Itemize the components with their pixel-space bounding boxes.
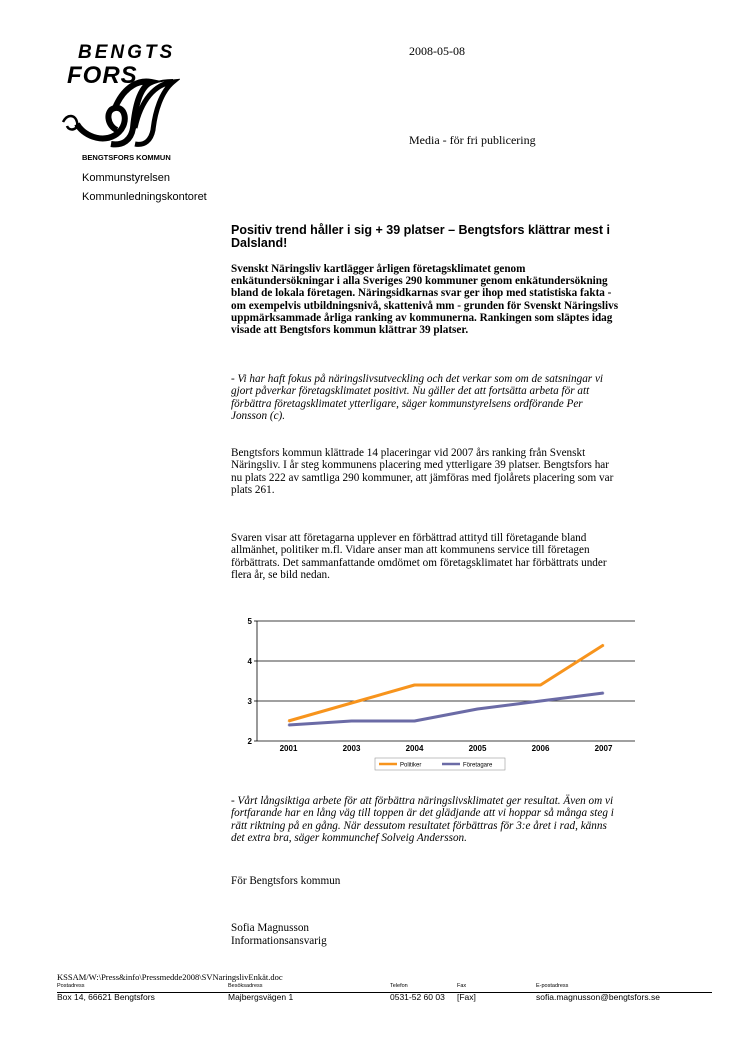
footer-label: Fax (457, 983, 467, 989)
data-point (603, 692, 605, 694)
footer-label: E-postadress (536, 983, 569, 989)
document-date: 2008-05-08 (409, 44, 465, 58)
footer-fax (457, 983, 476, 1002)
lead-paragraph (231, 263, 711, 336)
lead-line: enkätundersökningar i alla Sveriges 290 kommuner genom enkätundersökning (231, 275, 608, 288)
footer-value: Majbergsvägen 1 (228, 992, 294, 1002)
quote-line: - Vårt långsiktiga arbete för att förbättra näringslivsklimatet ger resultat. Även om vi (231, 795, 614, 807)
x-tick-label: 2006 (531, 744, 550, 753)
footer-label: Postadress (57, 983, 85, 989)
footer-email[interactable] (536, 983, 660, 1002)
footer-filepath: KSSAM/W:\Press&info\Pressmedde2008\SVNaringslivEnkät.doc (57, 972, 283, 982)
series-line-politiker (289, 645, 604, 721)
office-name: Kommunledningskontoret (82, 191, 207, 203)
data-point (351, 720, 353, 722)
quote-line: gjort påverkar företagsklimatet positivt. Nu gäller det att fortsätta arbeta för att (231, 385, 590, 398)
media-note: Media - för fri publicering (409, 133, 536, 147)
body-line: Näringsliv. I år steg kommunens placering med ytterligare 39 platser. Bengtsfors har (231, 459, 609, 472)
data-point (603, 644, 605, 646)
quote-line: fortfarande har en lång väg till toppen är det glädjande att vi hoppar så många steg i (231, 807, 614, 820)
data-point (540, 684, 542, 686)
trend-chart (230, 610, 650, 780)
body-line: Svaren visar att företagarna upplever en förbättrad attityd till företagande bland (231, 532, 587, 544)
lead-line: Svenskt Näringsliv kartlägger årligen företagsklimatet genom (231, 263, 526, 275)
y-tick-label: 4 (247, 657, 252, 666)
footer-label: Besöksadress (228, 983, 263, 989)
logo-word-top: BENGTS (78, 42, 176, 63)
x-tick-label: 2004 (405, 744, 424, 753)
body-paragraph (231, 532, 711, 581)
data-point (414, 720, 416, 722)
body-line: Bengtsfors kommun klättrade 14 placeringar vid 2007 års ranking från Svenskt (231, 447, 586, 459)
data-point (540, 700, 542, 702)
quote-line: - Vi har haft fokus på näringslivsutveckling och det verkar som om de satsningar vi (231, 373, 604, 385)
footer-email-link[interactable]: sofia.magnusson@bengtsfors.se (536, 992, 660, 1002)
quote-line: förbättra företagsklimatet ytterligare, säger kommunstyrelsens ordförande Per (231, 397, 583, 410)
data-point (288, 720, 290, 722)
footer-label: Telefon (390, 983, 408, 989)
footer-postal (57, 983, 155, 1002)
data-point (477, 684, 479, 686)
body-line: plats 261. (231, 483, 275, 496)
body-paragraph (231, 447, 711, 496)
data-point (288, 724, 290, 726)
article-title (231, 224, 711, 250)
quote-paragraph (231, 795, 711, 844)
footer-value: Box 14, 66621 Bengtsfors (57, 992, 155, 1002)
lead-line: visade att Bengtsfors kommun klättrar 39 platser. (231, 324, 469, 337)
data-point (477, 708, 479, 710)
lead-line: om exempelvis utbildningsnivå, skattenivå mm - grunden för Svenskt Näringslivs (231, 299, 619, 312)
footer-visit (228, 983, 293, 1002)
x-tick-label: 2003 (342, 744, 361, 753)
signature-title: Informationsansvarig (231, 935, 327, 947)
lead-line: uppmärksammade årliga ranking av kommunerna. Rankingen som släptes idag (231, 311, 613, 324)
footer-value: [Fax] (457, 992, 476, 1002)
quote-paragraph (231, 373, 711, 422)
x-tick-label: 2007 (594, 744, 613, 753)
lead-line: bland de lokala företagen. Näringsidkarnas svar ger ihop med statistiska fakta - (231, 287, 612, 300)
footer-phone (390, 983, 445, 1002)
title-line: Dalsland! (231, 236, 288, 250)
logo-word-bottom: FORS (67, 62, 138, 89)
legend-label: Politiker (400, 762, 422, 769)
title-line: Positiv trend håller i sig + 39 platser – Bengtsfors klättrar mest i (231, 223, 610, 237)
body-line: flera år, se bild nedan. (231, 568, 330, 581)
quote-line: rätt riktning på en gång. När dessutom resultatet förbättras för 3:e året i rad, känns (231, 819, 607, 832)
data-point (351, 702, 353, 704)
signature-name: Sofia Magnusson (231, 922, 310, 934)
body-line: nu plats 222 av samtliga 290 kommuner, att jämföras med fjolårets placering som var (231, 471, 614, 484)
x-tick-label: 2005 (468, 744, 487, 753)
department-name: Kommunstyrelsen (82, 172, 171, 184)
quote-line: det extra bra, säger kommunchef Solveig Andersson. (231, 831, 467, 844)
legend-label: Företagare (463, 762, 493, 769)
y-tick-label: 3 (247, 697, 252, 706)
logo-emblem-icon (55, 78, 180, 150)
footer-value: 0531-52 60 03 (390, 992, 445, 1002)
y-tick-label: 5 (247, 617, 252, 626)
logo-caption: BENGTSFORS KOMMUN (82, 153, 171, 162)
y-tick-label: 2 (247, 737, 252, 746)
logo (55, 40, 205, 165)
quote-line: Jonsson (c). (231, 409, 286, 422)
x-tick-label: 2001 (279, 744, 298, 753)
data-point (414, 684, 416, 686)
body-line: förbättrats. Det sammanfattande omdömet om företagsklimatet har förbättrats under (231, 556, 607, 569)
closing-line: För Bengtsfors kommun (231, 875, 341, 887)
body-line: allmänhet, politiker m.fl. Vidare anser man att kommunens service till företagen (231, 544, 590, 557)
